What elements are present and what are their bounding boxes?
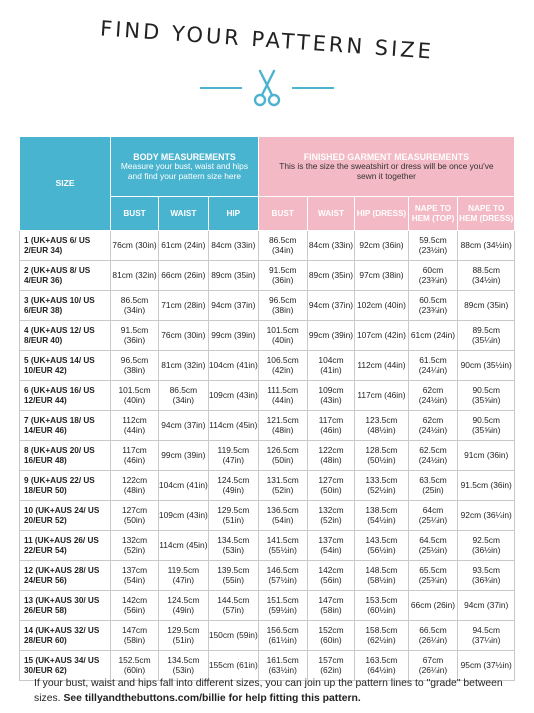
measurement-cell: 134.5cm (53in) (208, 531, 258, 561)
measurement-cell: 104cm (41in) (158, 471, 208, 501)
measurement-cell: 97cm (38in) (355, 261, 408, 291)
measurement-cell: 66.5cm (26¼in) (408, 621, 458, 651)
measurement-cell: 91.5cm (36in) (111, 321, 159, 351)
measurement-cell: 94cm (37in) (208, 291, 258, 321)
measurement-cell: 109cm (43in) (208, 381, 258, 411)
column-header: NAPE TO HEM (DRESS) (458, 197, 515, 231)
measurement-cell: 146.5cm (57½in) (258, 561, 307, 591)
scissors-icon (251, 68, 283, 108)
size-label: 4 (UK+AUS 12/ US 8/EUR 40) (20, 321, 111, 351)
measurement-cell: 89cm (35in) (208, 261, 258, 291)
size-label: 3 (UK+AUS 10/ US 6/EUR 38) (20, 291, 111, 321)
measurement-cell: 81cm (32in) (158, 351, 208, 381)
measurement-cell: 90cm (35½in) (458, 351, 515, 381)
measurement-cell: 138.5cm (54½in) (355, 501, 408, 531)
measurement-cell: 62cm (24½in) (408, 411, 458, 441)
measurement-cell: 61cm (24in) (408, 321, 458, 351)
measurement-cell: 112cm (44in) (355, 351, 408, 381)
size-label: 5 (UK+AUS 14/ US 10/EUR 42) (20, 351, 111, 381)
measurement-cell: 117cm (46in) (355, 381, 408, 411)
table-row (20, 411, 515, 441)
size-label: 2 (UK+AUS 8/ US 4/EUR 36) (20, 261, 111, 291)
measurement-cell: 147cm (58in) (111, 621, 159, 651)
measurement-cell: 106.5cm (42in) (258, 351, 307, 381)
size-table (19, 136, 515, 681)
size-label: 7 (UK+AUS 18/ US 14/EUR 46) (20, 411, 111, 441)
measurement-cell: 124.5cm (49in) (208, 471, 258, 501)
measurement-cell: 84cm (33in) (208, 231, 258, 261)
measurement-cell: 71cm (28in) (158, 291, 208, 321)
measurement-cell: 158.5cm (62½in) (355, 621, 408, 651)
measurement-cell: 84cm (33in) (307, 231, 355, 261)
measurement-cell: 144.5cm (57in) (208, 591, 258, 621)
size-label: 9 (UK+AUS 22/ US 18/EUR 50) (20, 471, 111, 501)
body-header-subtitle: Measure your bust, waist and hips and find your pattern size here (120, 160, 249, 181)
size-label: 1 (UK+AUS 6/ US 2/EUR 34) (20, 231, 111, 261)
measurement-cell: 65.5cm (25¾in) (408, 561, 458, 591)
table-row (20, 561, 515, 591)
measurement-cell: 126.5cm (50in) (258, 441, 307, 471)
measurement-cell: 128.5cm (50½in) (355, 441, 408, 471)
measurement-cell: 114cm (45in) (208, 411, 258, 441)
finished-garment-header (258, 137, 514, 197)
measurement-cell: 109cm (43in) (307, 381, 355, 411)
table-row (20, 231, 515, 261)
measurement-cell: 119.5cm (47in) (158, 561, 208, 591)
size-label: 14 (UK+AUS 32/ US 28/EUR 60) (20, 621, 111, 651)
measurement-cell: 99cm (39in) (158, 441, 208, 471)
measurement-cell: 104cm (41in) (307, 351, 355, 381)
measurement-cell: 153.5cm (60½in) (355, 591, 408, 621)
column-header: WAIST (158, 197, 208, 231)
measurement-cell: 94cm (37in) (458, 591, 515, 621)
title-decoration (200, 68, 334, 108)
measurement-cell: 109cm (43in) (158, 501, 208, 531)
measurement-cell: 151.5cm (59½in) (258, 591, 307, 621)
measurement-cell: 94cm (37in) (307, 291, 355, 321)
measurement-cell: 101.5cm (40in) (111, 381, 159, 411)
column-header: BUST (258, 197, 307, 231)
column-header: HIP (208, 197, 258, 231)
measurement-cell: 94.5cm (37¼in) (458, 621, 515, 651)
measurement-cell: 89cm (35in) (458, 291, 515, 321)
size-label: 8 (UK+AUS 20/ US 16/EUR 48) (20, 441, 111, 471)
measurement-cell: 155cm (61in) (208, 651, 258, 681)
measurement-cell: 81cm (32in) (111, 261, 159, 291)
measurement-cell: 143.5cm (56½in) (355, 531, 408, 561)
measurement-cell: 92cm (36¼in) (458, 501, 515, 531)
column-header: HIP (DRESS) (355, 197, 408, 231)
measurement-cell: 102cm (40in) (355, 291, 408, 321)
measurement-cell: 90.5cm (35⅝in) (458, 411, 515, 441)
measurement-cell: 127cm (50in) (307, 471, 355, 501)
table-row (20, 291, 515, 321)
measurement-cell: 86.5cm (34in) (111, 291, 159, 321)
measurement-cell: 99cm (39in) (208, 321, 258, 351)
measurement-cell: 134.5cm (53in) (158, 651, 208, 681)
measurement-cell: 147cm (58in) (307, 591, 355, 621)
size-label: 13 (UK+AUS 30/ US 26/EUR 58) (20, 591, 111, 621)
finished-header-subtitle: This is the size the sweatshirt or dress will be once you've sewn it together (279, 160, 494, 181)
table-row (20, 321, 515, 351)
table-row (20, 591, 515, 621)
measurement-cell: 142cm (56in) (111, 591, 159, 621)
measurement-cell: 93.5cm (36¾in) (458, 561, 515, 591)
measurement-cell: 62.5cm (24½in) (408, 441, 458, 471)
table-row (20, 471, 515, 501)
measurement-cell: 88.5cm (34½in) (458, 261, 515, 291)
measurement-cell: 91cm (36in) (458, 441, 515, 471)
size-label: 10 (UK+AUS 24/ US 20/EUR 52) (20, 501, 111, 531)
measurement-cell: 92cm (36in) (355, 231, 408, 261)
size-label: 11 (UK+AUS 26/ US 22/EUR 54) (20, 531, 111, 561)
measurement-cell: 163.5cm (64½in) (355, 651, 408, 681)
measurement-cell: 91.5cm (36in) (258, 261, 307, 291)
size-label: 6 (UK+AUS 16/ US 12/EUR 44) (20, 381, 111, 411)
measurement-cell: 152.5cm (60in) (111, 651, 159, 681)
divider-left (200, 87, 242, 89)
measurement-cell: 137cm (54in) (307, 531, 355, 561)
size-label: 15 (UK+AUS 34/ US 30/EUR 62) (20, 651, 111, 681)
measurement-cell: 60cm (23¾in) (408, 261, 458, 291)
measurement-cell: 64cm (25¼in) (408, 501, 458, 531)
table-row (20, 381, 515, 411)
measurement-cell: 142cm (56in) (307, 561, 355, 591)
measurement-cell: 95cm (37½in) (458, 651, 515, 681)
measurement-cell: 59.5cm (23½in) (408, 231, 458, 261)
body-measurements-header (111, 137, 259, 197)
column-header: NAPE TO HEM (TOP) (408, 197, 458, 231)
measurement-cell: 63.5cm (25in) (408, 471, 458, 501)
finished-header-title: FINISHED GARMENT MEASUREMENTS (303, 151, 469, 162)
measurement-cell: 131.5cm (52in) (258, 471, 307, 501)
footer-text: If your bust, waist and hips fall into different sizes, you can join up the pattern lines to "grade" between sizes. (34, 678, 503, 705)
footer-link-text: See tillyandthebuttons.com/billie for help fitting this pattern. (63, 693, 361, 705)
measurement-cell: 96.5cm (38in) (258, 291, 307, 321)
size-header: SIZE (20, 137, 111, 231)
measurement-cell: 90.5cm (35⅝in) (458, 381, 515, 411)
column-header: BUST (111, 197, 159, 231)
measurement-cell: 66cm (26in) (158, 261, 208, 291)
measurement-cell: 112cm (44in) (111, 411, 159, 441)
measurement-cell: 139.5cm (55in) (208, 561, 258, 591)
measurement-cell: 136.5cm (54in) (258, 501, 307, 531)
measurement-cell: 111.5cm (44in) (258, 381, 307, 411)
table-row (20, 531, 515, 561)
measurement-cell: 141.5cm (55½in) (258, 531, 307, 561)
measurement-cell: 64.5cm (25½in) (408, 531, 458, 561)
table-row (20, 441, 515, 471)
measurement-cell: 88cm (34½in) (458, 231, 515, 261)
column-header: WAIST (307, 197, 355, 231)
measurement-cell: 92.5cm (36½in) (458, 531, 515, 561)
measurement-cell: 76cm (30in) (158, 321, 208, 351)
measurement-cell: 161.5cm (63½in) (258, 651, 307, 681)
measurement-cell: 119.5cm (47in) (208, 441, 258, 471)
measurement-cell: 96.5cm (38in) (111, 351, 159, 381)
measurement-cell: 124.5cm (49in) (158, 591, 208, 621)
measurement-cell: 156.5cm (61½in) (258, 621, 307, 651)
table-row (20, 501, 515, 531)
measurement-cell: 121.5cm (48in) (258, 411, 307, 441)
measurement-cell: 86.5cm (34in) (258, 231, 307, 261)
measurement-cell: 99cm (39in) (307, 321, 355, 351)
measurement-cell: 122cm (48in) (307, 441, 355, 471)
page-title: FIND YOUR PATTERN SIZE (99, 16, 435, 64)
measurement-cell: 114cm (45in) (158, 531, 208, 561)
measurement-cell: 91.5cm (36in) (458, 471, 515, 501)
footer-note (34, 676, 504, 706)
measurement-cell: 129.5cm (51in) (208, 501, 258, 531)
measurement-cell: 150cm (59in) (208, 621, 258, 651)
measurement-cell: 148.5cm (58½in) (355, 561, 408, 591)
measurement-cell: 107cm (42in) (355, 321, 408, 351)
measurement-cell: 132cm (52in) (111, 531, 159, 561)
table-row (20, 351, 515, 381)
measurement-cell: 129.5cm (51in) (158, 621, 208, 651)
measurement-cell: 152cm (60in) (307, 621, 355, 651)
measurement-cell: 101.5cm (40in) (258, 321, 307, 351)
measurement-cell: 137cm (54in) (111, 561, 159, 591)
measurement-cell: 132cm (52in) (307, 501, 355, 531)
measurement-cell: 76cm (30in) (111, 231, 159, 261)
measurement-cell: 66cm (26in) (408, 591, 458, 621)
measurement-cell: 86.5cm (34in) (158, 381, 208, 411)
measurement-cell: 61cm (24in) (158, 231, 208, 261)
measurement-cell: 61.5cm (24¼in) (408, 351, 458, 381)
size-label: 12 (UK+AUS 28/ US 24/EUR 56) (20, 561, 111, 591)
measurement-cell: 94cm (37in) (158, 411, 208, 441)
measurement-cell: 89.5cm (35¼in) (458, 321, 515, 351)
table-row (20, 261, 515, 291)
measurement-cell: 62cm (24½in) (408, 381, 458, 411)
measurement-cell: 127cm (50in) (111, 501, 159, 531)
measurement-cell: 117cm (46in) (307, 411, 355, 441)
measurement-cell: 123.5cm (48½in) (355, 411, 408, 441)
measurement-cell: 133.5cm (52½in) (355, 471, 408, 501)
measurement-cell: 122cm (48in) (111, 471, 159, 501)
divider-right (292, 87, 334, 89)
measurement-cell: 117cm (46in) (111, 441, 159, 471)
measurement-cell: 104cm (41in) (208, 351, 258, 381)
measurement-cell: 67cm (26¼in) (408, 651, 458, 681)
body-header-title: BODY MEASUREMENTS (133, 151, 236, 162)
measurement-cell: 89cm (35in) (307, 261, 355, 291)
measurement-cell: 157cm (62in) (307, 651, 355, 681)
table-row (20, 621, 515, 651)
measurement-cell: 60.5cm (23¾in) (408, 291, 458, 321)
